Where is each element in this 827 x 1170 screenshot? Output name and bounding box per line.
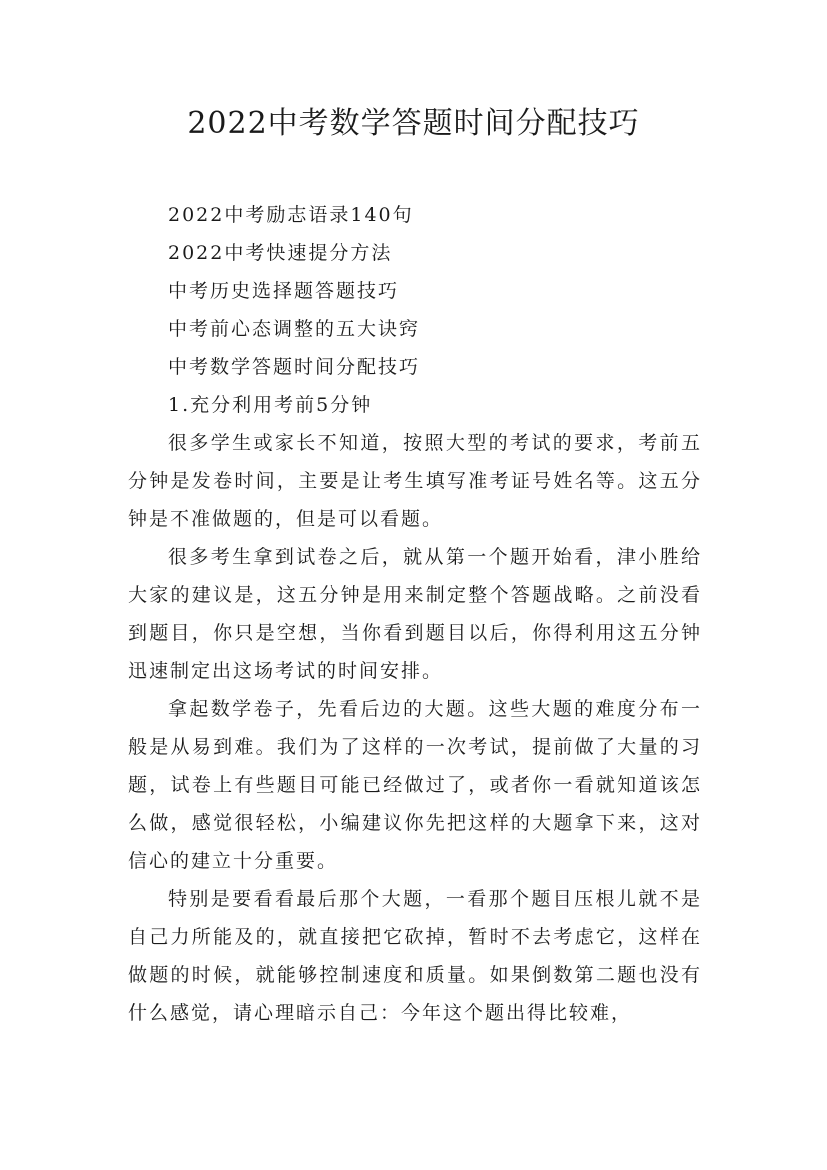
related-links-list [168,196,420,424]
related-link[interactable]: 2022中考快速提分方法 [168,242,393,264]
section-heading: 1.充分利用考前5分钟 [168,394,373,416]
body-paragraph: 特别是要看看最后那个大题，一看那个题目压根儿就不是自己力所能及的，就直接把它砍掉，暂时不去考虑它，这样在做题的时候，就能够控制速度和质量。如果倒数第二题也没有什么感觉，请心理暗示自己：今年这个题出得比较难， [128,888,702,1024]
article-body [128,424,702,1032]
related-link[interactable]: 中考前心态调整的五大诀窍 [168,318,421,340]
body-paragraph: 很多学生或家长不知道，按照大型的考试的要求，考前五分钟是发卷时间，主要是让考生填写准考证号姓名等。这五分钟是不准做题的，但是可以看题。 [128,432,702,530]
related-link[interactable]: 中考历史选择题答题技巧 [168,280,400,302]
related-link[interactable]: 中考数学答题时间分配技巧 [168,356,421,378]
body-paragraph: 拿起数学卷子，先看后边的大题。这些大题的难度分布一般是从易到难。我们为了这样的一次考试，提前做了大量的习题，试卷上有些题目可能已经做过了，或者你一看就知道该怎么做，感觉很轻松，小编建议你先把这样的大题拿下来，这对信心的建立十分重要。 [128,698,702,872]
document-title: 2022中考数学答题时间分配技巧 [187,106,640,141]
body-paragraph: 很多考生拿到试卷之后，就从第一个题开始看，津小胜给大家的建议是，这五分钟是用来制定整个答题战略。之前没看到题目，你只是空想，当你看到题目以后，你得利用这五分钟迅速制定出这场考试的时间安排。 [128,546,702,682]
related-link[interactable]: 2022中考励志语录140句 [168,204,414,226]
